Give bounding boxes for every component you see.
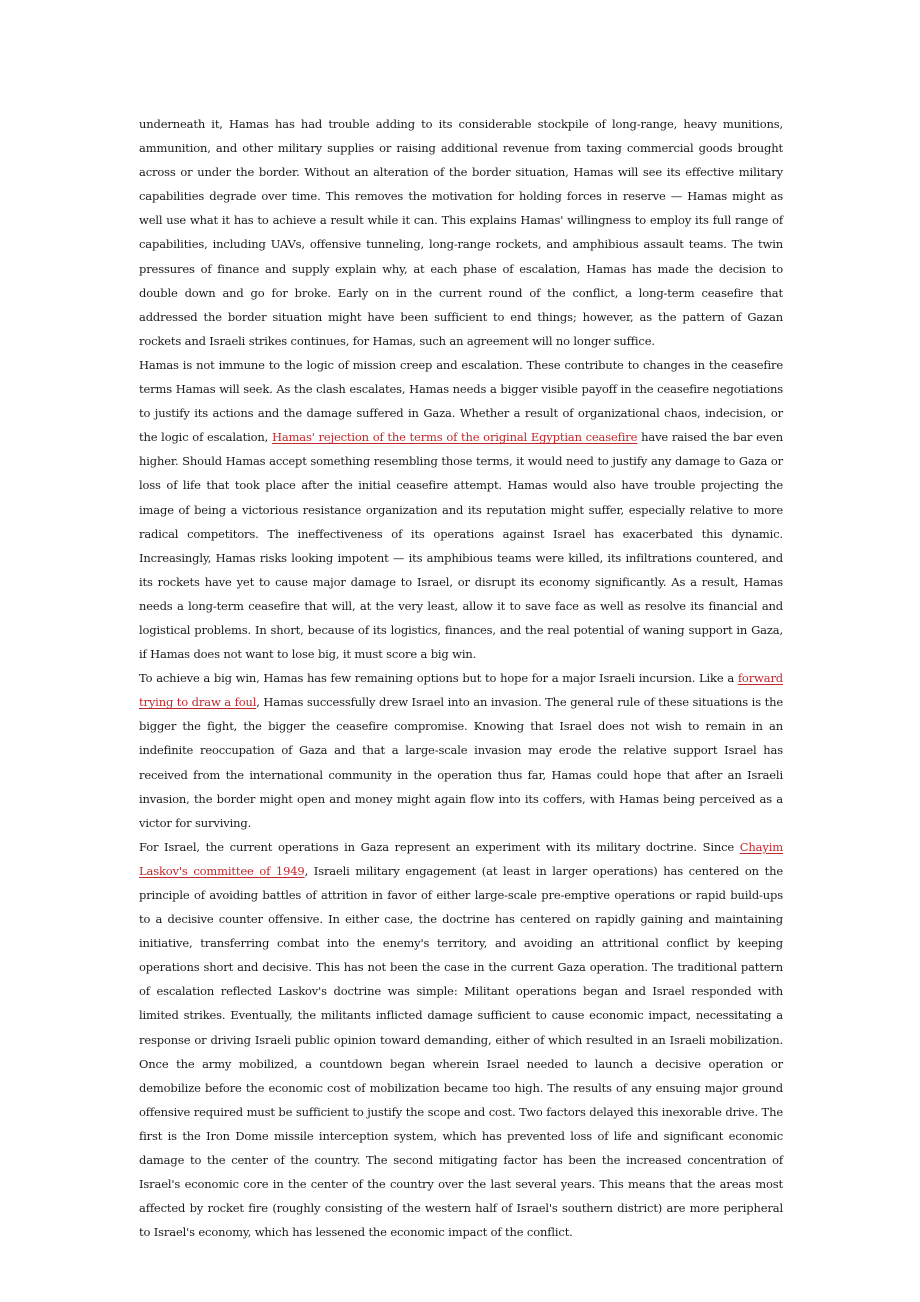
paragraph-text: , Hamas successfully drew Israel into an invasion. The general rule of these situations is the bigger the fight, the bigger the ceasefire compromise. Knowing that Israel does not wish to remain in an indefinite reoccupation of Gaza and that a large-scale invasion may erode the relative support Israel has received from the international community in the operation thus far, Hamas could hope that after an Israeli invasion, the border might open and money might again flow into its coffers, with Hamas being perceived as a victor for surviving. [139,695,783,830]
document-body [139,112,783,1244]
paragraph-text: underneath it, Hamas has had trouble adding to its considerable stockpile of long-range, heavy munitions, ammunition, and other military supplies or raising additional revenue from taxing commercial goods brought across or under the border. Without an alteration of the border situation, Hamas will see its effective military capabilities degrade over time. This removes the motivation for holding forces in reserve — Hamas might as well use what it has to achieve a result while it can. This explains Hamas' willingness to employ its full range of capabilities, including UAVs, offensive tunneling, long-range rockets, and amphibious assault teams. The twin pressures of finance and supply explain why, at each phase of escalation, Hamas has made the decision to double down and go for broke. Early on in the current round of the conflict, a long-term ceasefire that addressed the border situation might have been sufficient to end things; however, as the pattern of Gazan rockets and Israeli strikes continues, for Hamas, such an agreement will no longer suffice. [139,117,783,348]
paragraph-1 [139,112,783,353]
paragraph-text: , Israeli military engagement (at least in larger operations) has centered on the principle of avoiding battles of attrition in favor of either large-scale pre-emptive operations or rapid build-ups to a decisive counter offensive. In either case, the doctrine has centered on rapidly gaining and maintaining initiative, transferring combat into the enemy's territory, and avoiding an attritional conflict by keeping operations short and decisive. This has not been the case in the current Gaza operation. The traditional pattern of escalation reflected Laskov's doctrine was simple: Militant operations began and Israel responded with limited strikes. Eventually, the militants inflicted damage sufficient to cause economic impact, necessitating a response or driving Israeli public opinion toward demanding, either of which resulted in an Israeli mobilization. Once the army mobilized, a countdown began wherein Israel needed to launch a decisive operation or demobilize before the economic cost of mobilization became too high. The results of any ensuing major ground offensive required must be sufficient to justify the scope and cost. Two factors delayed this inexorable drive. The first is the Iron Dome missile interception system, which has prevented loss of life and significant economic damage to the center of the country. The second mitigating factor has been the increased concentration of Israel's economic core in the center of the country over the last several years. This means that the areas most affected by rocket fire (roughly consisting of the western half of Israel's southern district) are more peripheral to Israel's economy, which has lessened the economic impact of the conflict. [139,863,783,1240]
paragraph-4 [139,835,783,1245]
paragraph-text: have raised the bar even higher. Should Hamas accept something resembling those terms, it would need to justify any damage to Gaza or loss of life that took place after the initial ceasefire attempt. Hamas would also have trouble projecting the image of being a victorious resistance organization and its reputation might suffer, especially relative to more radical competitors. The ineffectiveness of its operations against Israel has exacerbated this dynamic. Increasingly, Hamas risks looking impotent — its amphibious teams were killed, its infiltrations countered, and its rockets have yet to cause major damage to Israel, or disrupt its economy significantly. As a result, Hamas needs a long-term ceasefire that will, at the very least, allow it to save face as well as resolve its financial and logistical problems. In short, because of its logistics, finances, and the real potential of waning support in Gaza, if Hamas does not want to lose big, it must score a big win. [139,430,783,662]
paragraph-text: Hamas is not immune to the logic of mission creep and escalation. These contribute to changes in the ceasefire terms Hamas will seek. As the clash escalates, Hamas needs a bigger visible payoff in the ceasefire negotiations to justify its actions and the damage suffered in Gaza. Whether a result of organizational chaos, indecision, or the logic of escalation, [139,357,783,445]
paragraph-text: For Israel, the current operations in Gaza represent an experiment with its military doctrine. Since [139,839,740,854]
laskov-committee-link[interactable]: Chayim Laskov's committee of 1949 [139,839,783,878]
egyptian-ceasefire-link[interactable]: Hamas' rejection of the terms of the original Egyptian ceasefire [271,430,638,445]
paragraph-text: To achieve a big win, Hamas has few remaining options but to hope for a major Israeli incursion. Like a [139,671,738,686]
paragraph-3 [139,666,783,835]
draw-a-foul-link[interactable]: forward trying to draw a foul [139,671,783,710]
paragraph-2 [139,353,783,666]
